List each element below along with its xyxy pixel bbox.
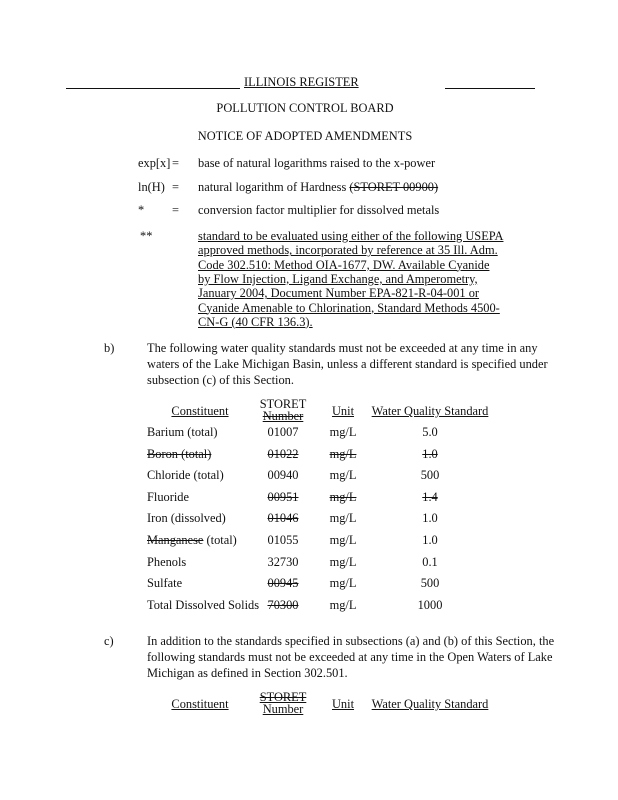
table-row-storet: 01022 [267,446,299,461]
table-row-storet: 00945 [267,576,299,591]
constituent-name: Boron (total) [147,446,212,461]
constituent-name: Fluoride [147,489,189,504]
header-standard: Water Quality Standard [371,404,489,418]
footnote-line: Code 302.510: Method OIA-1677, DW. Available Cyanide [198,257,490,272]
table-row-standard: 1.0 [422,533,438,547]
section-b-line: subsection (c) of this Section. [147,373,294,387]
footnote-line: Cyanide Amenable to Chlorination, Standard Methods 4500- [198,300,500,315]
table-row-unit: mg/L [329,425,357,439]
constituent-name: Manganese [147,533,204,547]
definition-text-main: natural logarithm of Hardness [198,179,350,194]
section-b-line: waters of the Lake Michigan Basin, unless a different standard is specified under [147,357,548,371]
footnote-line: standard to be evaluated using either of the following USEPA [198,229,504,243]
definition-term: ln(H) [138,179,165,194]
header-unit: Unit [331,404,355,418]
table-row-constituent [147,447,211,462]
register-title: ILLINOIS REGISTER [244,75,359,89]
header-number: Number [262,702,304,716]
table-row-unit: mg/L [329,511,357,526]
footnote-line: January 2004, Document Number EPA-821-R-04-001 or [198,286,480,301]
table-row-standard: 500 [420,576,440,591]
header-unit: Unit [331,697,355,711]
definition-equals: = [172,179,179,194]
table-row-constituent [147,555,186,570]
definition-text [198,180,438,195]
header-standard: Water Quality Standard [371,697,489,711]
constituent-name: Chloride (total) [147,468,224,483]
definition-text-main: base of natural logarithms raised to the x-power [198,156,436,170]
board-title: POLLUTION CONTROL BOARD [216,101,394,115]
table-row-unit: mg/L [329,446,357,461]
table-row-storet: 01055 [267,533,299,547]
footnote-term: ** [140,229,153,243]
table-row-constituent [147,490,189,505]
table-row-storet: 70300 [267,597,299,612]
table-row-standard: 500 [420,468,440,483]
constituent-name: Barium (total) [147,425,218,439]
table-row-storet: 01007 [267,425,299,439]
definition-term: * [138,203,145,217]
footnote-line: by Flow Injection, Ligand Exchange, and Amperometry, [198,271,478,286]
section-c-line: following standards must not be exceeded at any time in the Open Waters of Lake [147,650,553,664]
table-row-standard: 1.4 [422,489,438,504]
section-c-line: In addition to the standards specified in subsections (a) and (b) of this Section, the [147,634,555,648]
section-c-label: c) [104,634,114,648]
header-number: Number [262,409,304,423]
definition-text [198,156,435,171]
table-row-standard: 1.0 [422,511,438,526]
table-row-standard: 5.0 [422,425,438,439]
header-storet: STORET [259,397,307,411]
header-constituent: Constituent [171,697,229,711]
header-rule-left [66,88,240,89]
header-storet: STORET [259,690,307,704]
table-row-constituent [147,425,218,440]
definition-text-struck: (STORET 00900) [349,179,439,194]
constituent-name: Phenols [147,554,187,569]
table-row-standard: 1.0 [422,446,438,461]
definition-text [198,203,439,218]
table-row-unit: mg/L [329,597,357,612]
definition-text-main: conversion factor multiplier for dissolved metals [198,203,440,217]
section-b-label: b) [104,341,115,355]
constituent-name: Iron (dissolved) [147,511,226,526]
table-row-unit: mg/L [329,576,357,591]
section-c-line: Michigan as defined in Section 302.501. [147,666,348,680]
footnote-line: approved methods, incorporated by reference at 35 Ill. Adm. [198,243,498,258]
constituent-name: Total Dissolved Solids [147,597,260,612]
table-row-storet: 00940 [267,468,299,483]
table-row-standard: 1000 [417,597,443,612]
table-row-unit: mg/L [329,489,357,504]
table-row-storet: 00951 [267,489,299,504]
header-rule-right [445,88,535,89]
constituent-name: Sulfate [147,576,183,591]
definition-equals: = [172,203,179,217]
notice-title: NOTICE OF ADOPTED AMENDMENTS [197,129,413,143]
definition-term: exp[x] [138,156,171,170]
table-row-storet: 01046 [267,511,299,526]
table-row-unit: mg/L [329,533,357,547]
table-row-constituent [147,576,182,591]
constituent-suffix: (total) [203,533,237,547]
table-row-constituent [147,598,259,613]
definition-equals: = [172,156,179,170]
table-row-unit: mg/L [329,468,357,483]
table-row-storet: 32730 [267,554,299,569]
header-constituent: Constituent [171,404,229,418]
table-row-constituent [147,533,237,548]
table-row-standard: 0.1 [422,554,438,569]
footnote-line: CN-G (40 CFR 136.3). [198,314,313,329]
table-row-unit: mg/L [329,554,357,569]
table-row-constituent [147,468,224,483]
table-row-constituent [147,511,226,526]
section-b-line: The following water quality standards must not be exceeded at any time in any [147,341,538,355]
